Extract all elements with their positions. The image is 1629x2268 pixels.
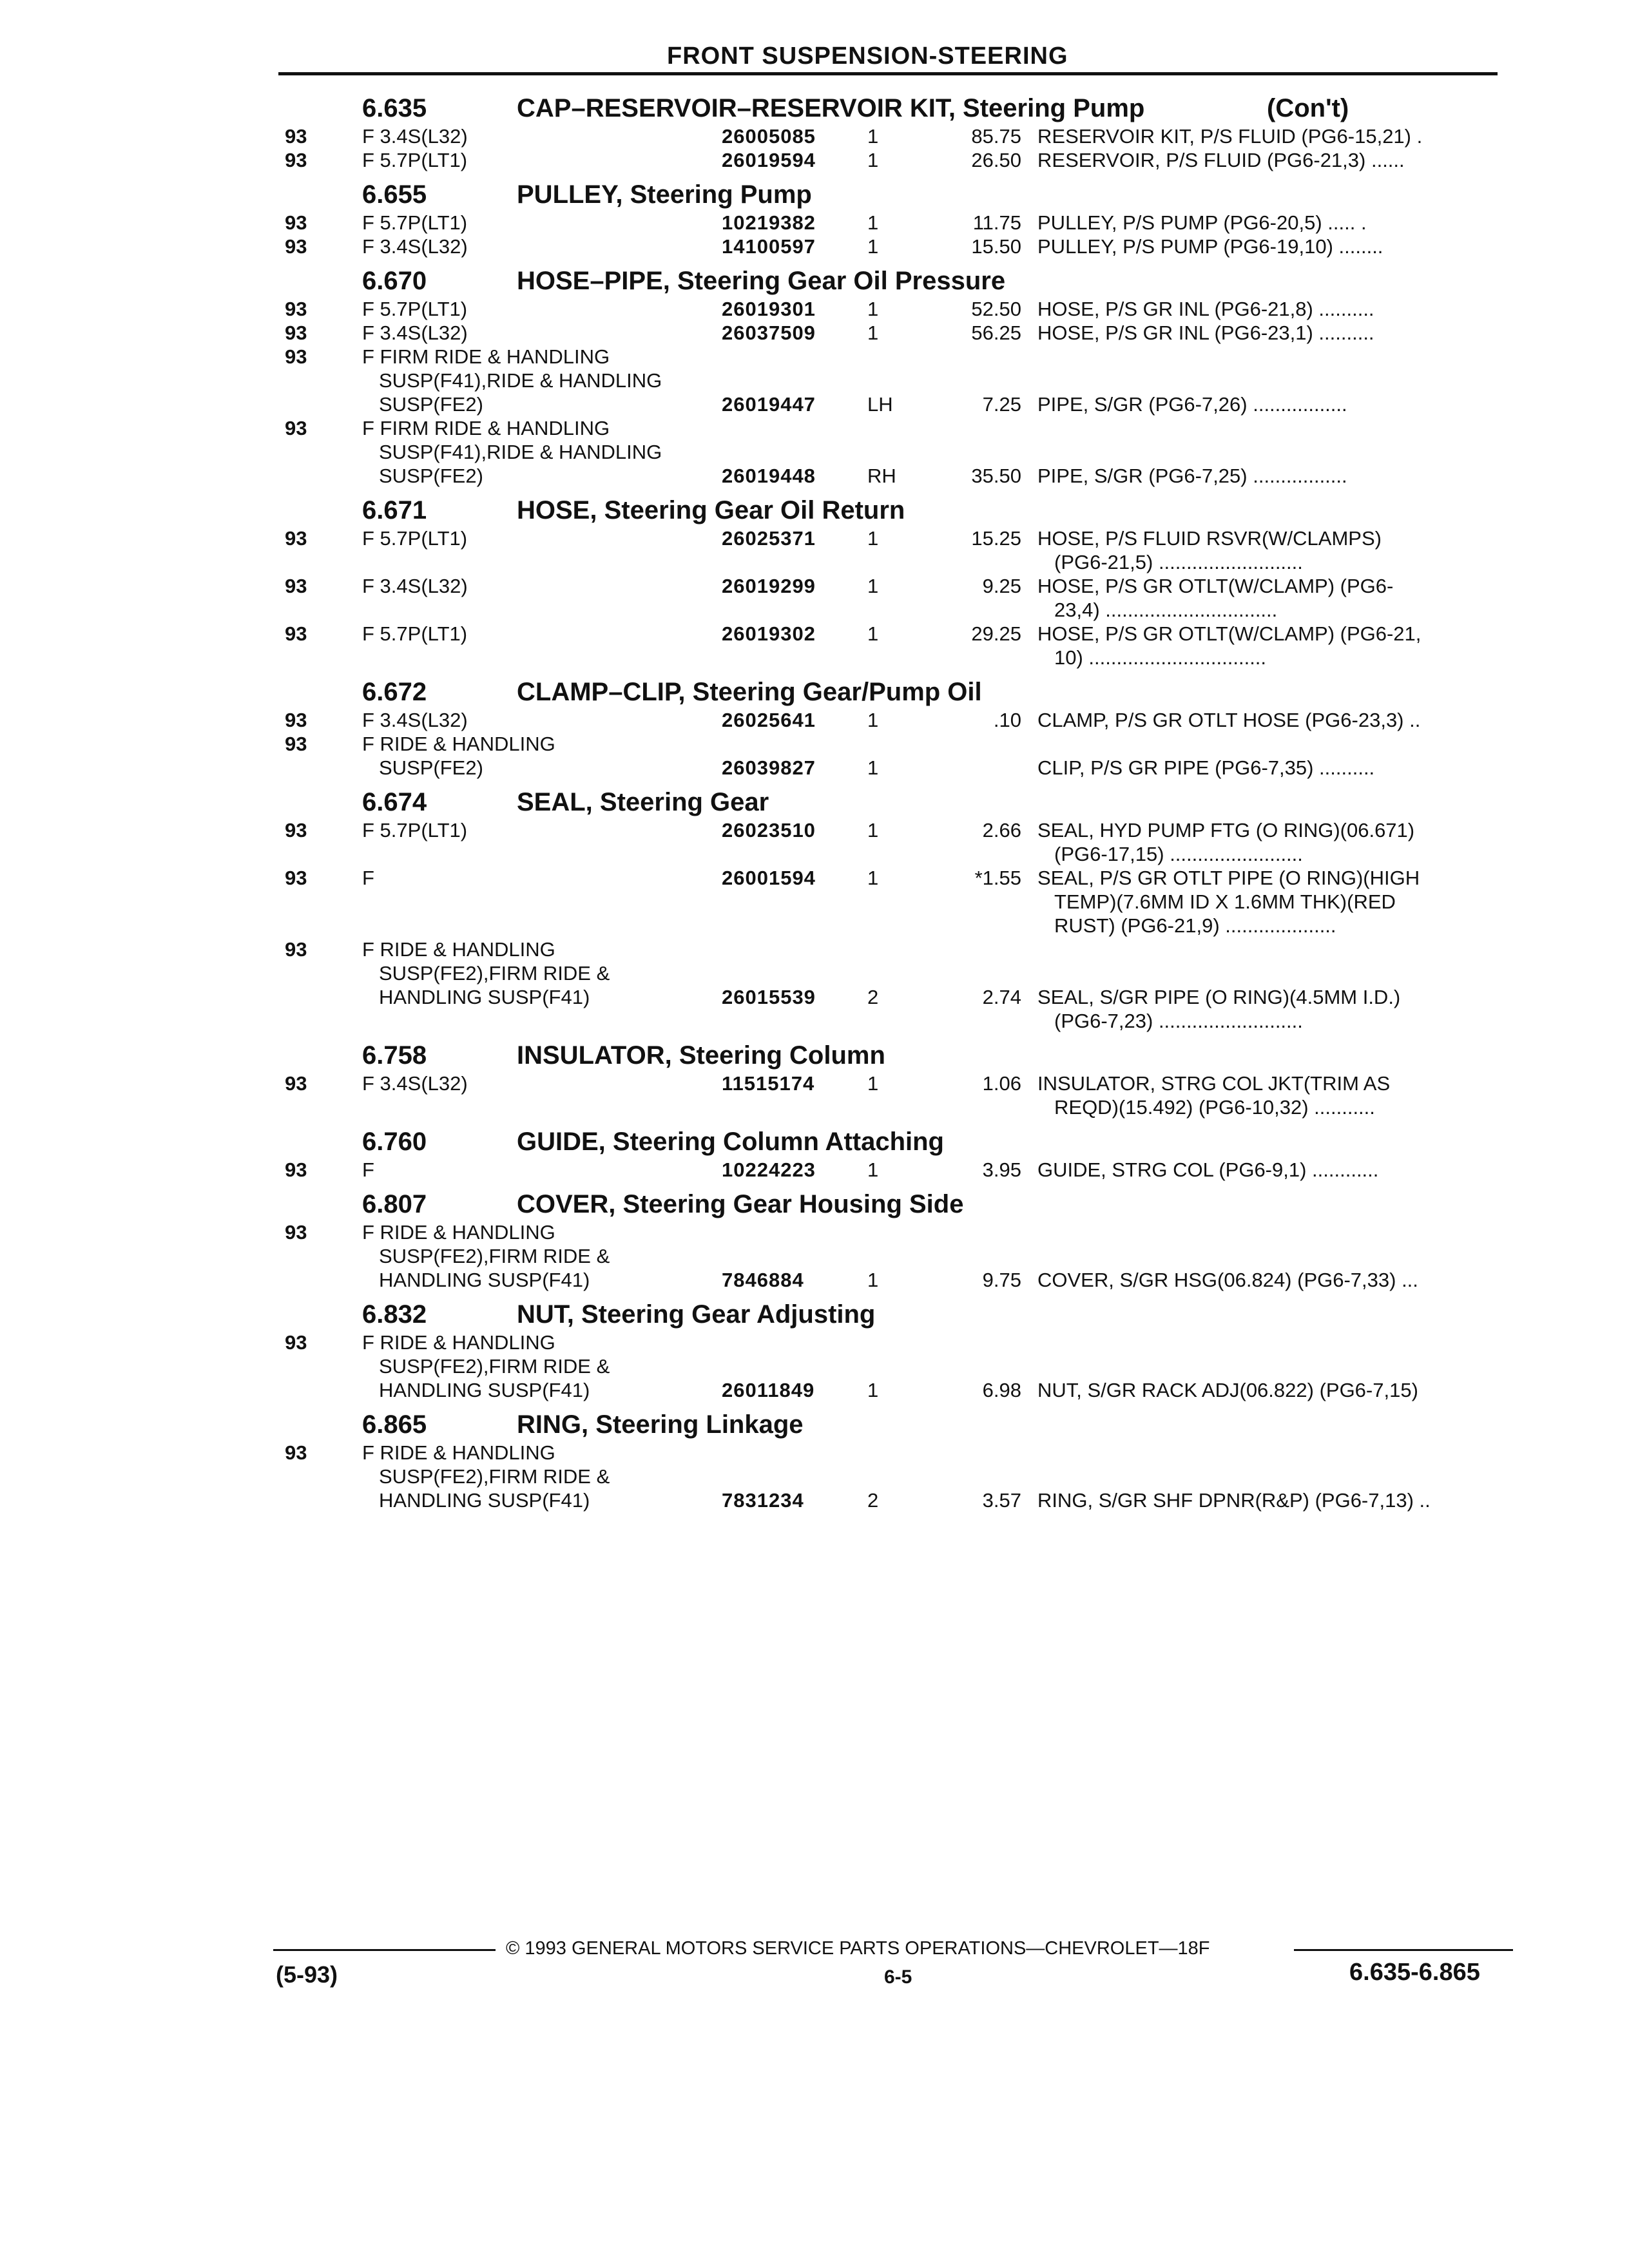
usage-description: F 3.4S(L32) xyxy=(362,575,468,597)
section-header xyxy=(0,263,1629,298)
part-name: CLIP, P/S GR PIPE (PG6-7,35) .......... xyxy=(1037,756,1375,779)
entry-line xyxy=(0,322,1629,345)
part-name: PIPE, S/GR (PG6-7,25) ................. xyxy=(1037,465,1347,487)
part-entry xyxy=(0,622,1629,670)
quantity: 1 xyxy=(867,149,879,171)
quantity: 1 xyxy=(867,709,879,731)
section-title: HOSE–PIPE, Steering Gear Oil Pressure xyxy=(517,267,1006,295)
quantity: LH xyxy=(867,393,893,416)
section-header xyxy=(0,1186,1629,1221)
part-name: (PG6-7,23) .......................... xyxy=(1054,1010,1303,1032)
section-number: 6.758 xyxy=(362,1041,427,1070)
usage-description: F 5.7P(LT1) xyxy=(362,527,468,550)
entry-line xyxy=(0,345,1629,369)
price: 26.50 xyxy=(971,149,1021,171)
section-title: SEAL, Steering Gear xyxy=(517,788,769,816)
entry-line xyxy=(0,646,1629,670)
entry-line xyxy=(0,709,1629,733)
entry-line xyxy=(0,1379,1629,1403)
part-name: NUT, S/GR RACK ADJ(06.822) (PG6-7,15) xyxy=(1037,1379,1418,1401)
section-number: 6.832 xyxy=(362,1300,427,1329)
model-year: 93 xyxy=(285,417,307,439)
part-name: (PG6-21,5) .......................... xyxy=(1054,551,1303,573)
price: 11.75 xyxy=(972,211,1021,234)
part-number: 26005085 xyxy=(722,125,816,148)
part-number: 26019447 xyxy=(722,393,816,416)
part-entry xyxy=(0,1072,1629,1120)
part-number: 26019299 xyxy=(722,575,816,597)
price: 6.98 xyxy=(982,1379,1021,1401)
part-name: INSULATOR, STRG COL JKT(TRIM AS xyxy=(1037,1072,1391,1095)
entry-line xyxy=(0,599,1629,622)
price: 9.75 xyxy=(982,1269,1021,1291)
entry-line xyxy=(0,527,1629,551)
part-entry xyxy=(0,322,1629,345)
part-name: COVER, S/GR HSG(06.824) (PG6-7,33) ... xyxy=(1037,1269,1418,1291)
usage-description: SUSP(FE2),FIRM RIDE & xyxy=(379,1465,610,1488)
entry-line xyxy=(0,417,1629,441)
entry-line xyxy=(0,1355,1629,1379)
usage-description: F 3.4S(L32) xyxy=(362,235,468,258)
entry-line xyxy=(0,125,1629,149)
entry-line xyxy=(0,149,1629,173)
price: 9.25 xyxy=(982,575,1021,597)
entry-line xyxy=(0,441,1629,465)
usage-description: SUSP(F41),RIDE & HANDLING xyxy=(379,369,662,392)
price: 7.25 xyxy=(982,393,1021,416)
quantity: 1 xyxy=(867,527,879,550)
model-year: 93 xyxy=(285,235,307,258)
part-entry xyxy=(0,298,1629,322)
quantity: 1 xyxy=(867,756,879,779)
part-entry xyxy=(0,867,1629,938)
usage-description: SUSP(FE2),FIRM RIDE & xyxy=(379,1245,610,1267)
usage-description: F RIDE & HANDLING xyxy=(362,1331,555,1354)
parts-list xyxy=(0,90,1629,1517)
model-year: 93 xyxy=(285,298,307,320)
part-number: 26001594 xyxy=(722,867,816,889)
model-year: 93 xyxy=(285,322,307,344)
quantity: 1 xyxy=(867,867,879,889)
part-number: 26023510 xyxy=(722,819,816,841)
entry-line xyxy=(0,1096,1629,1120)
footer-copyright: © 1993 GENERAL MOTORS SERVICE PARTS OPERATIONS—CHEVROLET—18F xyxy=(506,1938,1210,1959)
entry-line xyxy=(0,1010,1629,1033)
entry-line xyxy=(0,938,1629,962)
header-divider xyxy=(278,72,1498,75)
part-number: 7831234 xyxy=(722,1489,804,1512)
footer-divider-left xyxy=(273,1949,496,1951)
price: *1.55 xyxy=(974,867,1021,889)
quantity: 2 xyxy=(867,986,879,1008)
price: 52.50 xyxy=(971,298,1021,320)
section-title: CLAMP–CLIP, Steering Gear/Pump Oil xyxy=(517,678,982,706)
part-entry xyxy=(0,211,1629,235)
entry-line xyxy=(0,465,1629,488)
section-header xyxy=(0,1037,1629,1072)
usage-description: F FIRM RIDE & HANDLING xyxy=(362,417,610,439)
usage-description: SUSP(FE2) xyxy=(379,465,483,487)
entry-line xyxy=(0,369,1629,393)
entry-line xyxy=(0,1269,1629,1293)
entry-line xyxy=(0,1441,1629,1465)
part-entry xyxy=(0,709,1629,733)
section-title: NUT, Steering Gear Adjusting xyxy=(517,1300,876,1329)
entry-line xyxy=(0,1221,1629,1245)
part-name: TEMP)(7.6MM ID X 1.6MM THK)(RED xyxy=(1054,890,1396,913)
model-year: 93 xyxy=(285,867,307,889)
part-number: 10224223 xyxy=(722,1158,816,1181)
usage-description: F xyxy=(362,867,374,889)
section-number: 6.807 xyxy=(362,1190,427,1218)
model-year: 93 xyxy=(285,938,307,961)
section-number: 6.670 xyxy=(362,267,427,295)
part-name: GUIDE, STRG COL (PG6-9,1) ............ xyxy=(1037,1158,1379,1181)
quantity: 1 xyxy=(867,575,879,597)
section-header xyxy=(0,784,1629,819)
model-year: 93 xyxy=(285,149,307,171)
part-name: RING, S/GR SHF DPNR(R&P) (PG6-7,13) .. xyxy=(1037,1489,1431,1512)
part-number: 26011849 xyxy=(722,1379,815,1401)
section-number: 6.655 xyxy=(362,180,427,209)
part-number: 26015539 xyxy=(722,986,816,1008)
usage-description: F 3.4S(L32) xyxy=(362,1072,468,1095)
part-number: 26037509 xyxy=(722,322,816,344)
part-number: 10219382 xyxy=(722,211,816,234)
section-header xyxy=(0,674,1629,709)
footer-section-range: 6.635-6.865 xyxy=(1349,1959,1480,1986)
part-number: 7846884 xyxy=(722,1269,804,1291)
usage-description: F 3.4S(L32) xyxy=(362,709,468,731)
model-year: 93 xyxy=(285,345,307,368)
part-name: (PG6-17,15) ........................ xyxy=(1054,843,1303,865)
part-number: 26039827 xyxy=(722,756,816,779)
footer-page-number: 6-5 xyxy=(884,1966,912,1988)
entry-line xyxy=(0,1158,1629,1182)
price: 15.25 xyxy=(971,527,1021,550)
entry-line xyxy=(0,986,1629,1010)
part-name: RESERVOIR KIT, P/S FLUID (PG6-15,21) . xyxy=(1037,125,1423,148)
model-year: 93 xyxy=(285,211,307,234)
page-title: FRONT SUSPENSION-STEERING xyxy=(667,43,1068,70)
price: 2.66 xyxy=(982,819,1021,841)
entry-line xyxy=(0,756,1629,780)
part-number: 26025371 xyxy=(722,527,816,550)
model-year: 93 xyxy=(285,1158,307,1181)
entry-line xyxy=(0,819,1629,843)
continued-label: (Con't) xyxy=(1267,94,1349,122)
part-name: PULLEY, P/S PUMP (PG6-20,5) ..... . xyxy=(1037,211,1367,234)
part-number: 26025641 xyxy=(722,709,816,731)
part-entry xyxy=(0,417,1629,488)
section-number: 6.635 xyxy=(362,94,427,122)
price: 29.25 xyxy=(971,622,1021,645)
section-title: INSULATOR, Steering Column xyxy=(517,1041,885,1070)
usage-description: SUSP(FE2) xyxy=(379,756,483,779)
part-name: 10) ................................ xyxy=(1054,646,1267,669)
part-entry xyxy=(0,1441,1629,1513)
usage-description: SUSP(FE2),FIRM RIDE & xyxy=(379,1355,610,1378)
section-header xyxy=(0,1124,1629,1158)
quantity: 2 xyxy=(867,1489,879,1512)
model-year: 93 xyxy=(285,1072,307,1095)
part-entry xyxy=(0,125,1629,149)
section-number: 6.865 xyxy=(362,1410,427,1439)
usage-description: F 5.7P(LT1) xyxy=(362,622,468,645)
quantity: 1 xyxy=(867,298,879,320)
section-title: CAP–RESERVOIR–RESERVOIR KIT, Steering Pump xyxy=(517,94,1145,122)
part-name: PIPE, S/GR (PG6-7,26) ................. xyxy=(1037,393,1347,416)
section-title: GUIDE, Steering Column Attaching xyxy=(517,1128,944,1156)
part-entry xyxy=(0,235,1629,259)
section-number: 6.674 xyxy=(362,788,427,816)
quantity: 1 xyxy=(867,819,879,841)
section-header xyxy=(0,1407,1629,1441)
section-title: PULLEY, Steering Pump xyxy=(517,180,812,209)
part-entry xyxy=(0,149,1629,173)
section-header xyxy=(0,90,1629,125)
part-entry xyxy=(0,938,1629,1033)
model-year: 93 xyxy=(285,819,307,841)
part-number: 26019594 xyxy=(722,149,816,171)
model-year: 93 xyxy=(285,1331,307,1354)
usage-description: F 5.7P(LT1) xyxy=(362,149,468,171)
price: 1.06 xyxy=(982,1072,1021,1095)
price: 35.50 xyxy=(971,465,1021,487)
model-year: 93 xyxy=(285,1441,307,1464)
part-number: 11515174 xyxy=(722,1072,815,1095)
part-number: 26019302 xyxy=(722,622,816,645)
price: .10 xyxy=(993,709,1021,731)
section-title: HOSE, Steering Gear Oil Return xyxy=(517,496,905,524)
section-number: 6.760 xyxy=(362,1128,427,1156)
usage-description: SUSP(FE2) xyxy=(379,393,483,416)
entry-line xyxy=(0,962,1629,986)
model-year: 93 xyxy=(285,1221,307,1244)
model-year: 93 xyxy=(285,733,307,755)
entry-line xyxy=(0,1245,1629,1269)
entry-line xyxy=(0,890,1629,914)
part-entry xyxy=(0,575,1629,622)
model-year: 93 xyxy=(285,575,307,597)
price: 3.57 xyxy=(982,1489,1021,1512)
entry-line xyxy=(0,235,1629,259)
usage-description: F 5.7P(LT1) xyxy=(362,819,468,841)
price: 15.50 xyxy=(971,235,1021,258)
quantity: 1 xyxy=(867,1072,879,1095)
usage-description: SUSP(FE2),FIRM RIDE & xyxy=(379,962,610,985)
usage-description: F xyxy=(362,1158,374,1181)
entry-line xyxy=(0,622,1629,646)
entry-line xyxy=(0,867,1629,890)
entry-line xyxy=(0,733,1629,756)
part-entry xyxy=(0,345,1629,417)
entry-line xyxy=(0,1465,1629,1489)
part-number: 14100597 xyxy=(722,235,816,258)
part-name: HOSE, P/S GR INL (PG6-21,8) .......... xyxy=(1037,298,1374,320)
usage-description: HANDLING SUSP(F41) xyxy=(379,1489,590,1512)
part-name: PULLEY, P/S PUMP (PG6-19,10) ........ xyxy=(1037,235,1383,258)
usage-description: F 3.4S(L32) xyxy=(362,322,468,344)
part-name: RESERVOIR, P/S FLUID (PG6-21,3) ...... xyxy=(1037,149,1405,171)
price: 3.95 xyxy=(982,1158,1021,1181)
part-name: CLAMP, P/S GR OTLT HOSE (PG6-23,3) .. xyxy=(1037,709,1421,731)
usage-description: F FIRM RIDE & HANDLING xyxy=(362,345,610,368)
section-header xyxy=(0,177,1629,211)
footer-date: (5-93) xyxy=(276,1961,338,1988)
quantity: 1 xyxy=(867,1379,879,1401)
quantity: RH xyxy=(867,465,896,487)
section-number: 6.671 xyxy=(362,496,427,524)
part-name: HOSE, P/S GR OTLT(W/CLAMP) (PG6-21, xyxy=(1037,622,1422,645)
model-year: 93 xyxy=(285,709,307,731)
part-name: HOSE, P/S GR OTLT(W/CLAMP) (PG6- xyxy=(1037,575,1394,597)
part-name: RUST) (PG6-21,9) .................... xyxy=(1054,914,1336,937)
usage-description: F RIDE & HANDLING xyxy=(362,938,555,961)
usage-description: F 5.7P(LT1) xyxy=(362,211,468,234)
quantity: 1 xyxy=(867,211,879,234)
part-name: 23,4) ............................... xyxy=(1054,599,1278,621)
section-number: 6.672 xyxy=(362,678,427,706)
part-name: HOSE, P/S FLUID RSVR(W/CLAMPS) xyxy=(1037,527,1382,550)
entry-line xyxy=(0,298,1629,322)
entry-line xyxy=(0,551,1629,575)
entry-line xyxy=(0,211,1629,235)
part-name: SEAL, S/GR PIPE (O RING)(4.5MM I.D.) xyxy=(1037,986,1401,1008)
part-entry xyxy=(0,733,1629,780)
model-year: 93 xyxy=(285,527,307,550)
quantity: 1 xyxy=(867,1269,879,1291)
usage-description: HANDLING SUSP(F41) xyxy=(379,986,590,1008)
part-name: SEAL, HYD PUMP FTG (O RING)(06.671) xyxy=(1037,819,1415,841)
section-header xyxy=(0,1296,1629,1331)
usage-description: F 3.4S(L32) xyxy=(362,125,468,148)
model-year: 93 xyxy=(285,622,307,645)
quantity: 1 xyxy=(867,322,879,344)
entry-line xyxy=(0,1331,1629,1355)
usage-description: F RIDE & HANDLING xyxy=(362,1441,555,1464)
part-name: REQD)(15.492) (PG6-10,32) ........... xyxy=(1054,1096,1375,1119)
quantity: 1 xyxy=(867,125,879,148)
part-entry xyxy=(0,1331,1629,1403)
entry-line xyxy=(0,1489,1629,1513)
part-entry xyxy=(0,1221,1629,1293)
usage-description: HANDLING SUSP(F41) xyxy=(379,1379,590,1401)
part-name: HOSE, P/S GR INL (PG6-23,1) .......... xyxy=(1037,322,1374,344)
entry-line xyxy=(0,1072,1629,1096)
quantity: 1 xyxy=(867,235,879,258)
entry-line xyxy=(0,914,1629,938)
section-header xyxy=(0,492,1629,527)
footer-divider-right xyxy=(1294,1949,1513,1951)
usage-description: F RIDE & HANDLING xyxy=(362,733,555,755)
usage-description: SUSP(F41),RIDE & HANDLING xyxy=(379,441,662,463)
entry-line xyxy=(0,843,1629,867)
price: 85.75 xyxy=(971,125,1021,148)
quantity: 1 xyxy=(867,622,879,645)
usage-description: F RIDE & HANDLING xyxy=(362,1221,555,1244)
part-number: 26019301 xyxy=(722,298,816,320)
section-title: COVER, Steering Gear Housing Side xyxy=(517,1190,964,1218)
usage-description: HANDLING SUSP(F41) xyxy=(379,1269,590,1291)
price: 2.74 xyxy=(982,986,1021,1008)
part-entry xyxy=(0,1158,1629,1182)
section-title: RING, Steering Linkage xyxy=(517,1410,804,1439)
entry-line xyxy=(0,393,1629,417)
price: 56.25 xyxy=(971,322,1021,344)
quantity: 1 xyxy=(867,1158,879,1181)
part-number: 26019448 xyxy=(722,465,816,487)
model-year: 93 xyxy=(285,125,307,148)
usage-description: F 5.7P(LT1) xyxy=(362,298,468,320)
part-name: SEAL, P/S GR OTLT PIPE (O RING)(HIGH xyxy=(1037,867,1420,889)
part-entry xyxy=(0,819,1629,867)
part-entry xyxy=(0,527,1629,575)
entry-line xyxy=(0,575,1629,599)
